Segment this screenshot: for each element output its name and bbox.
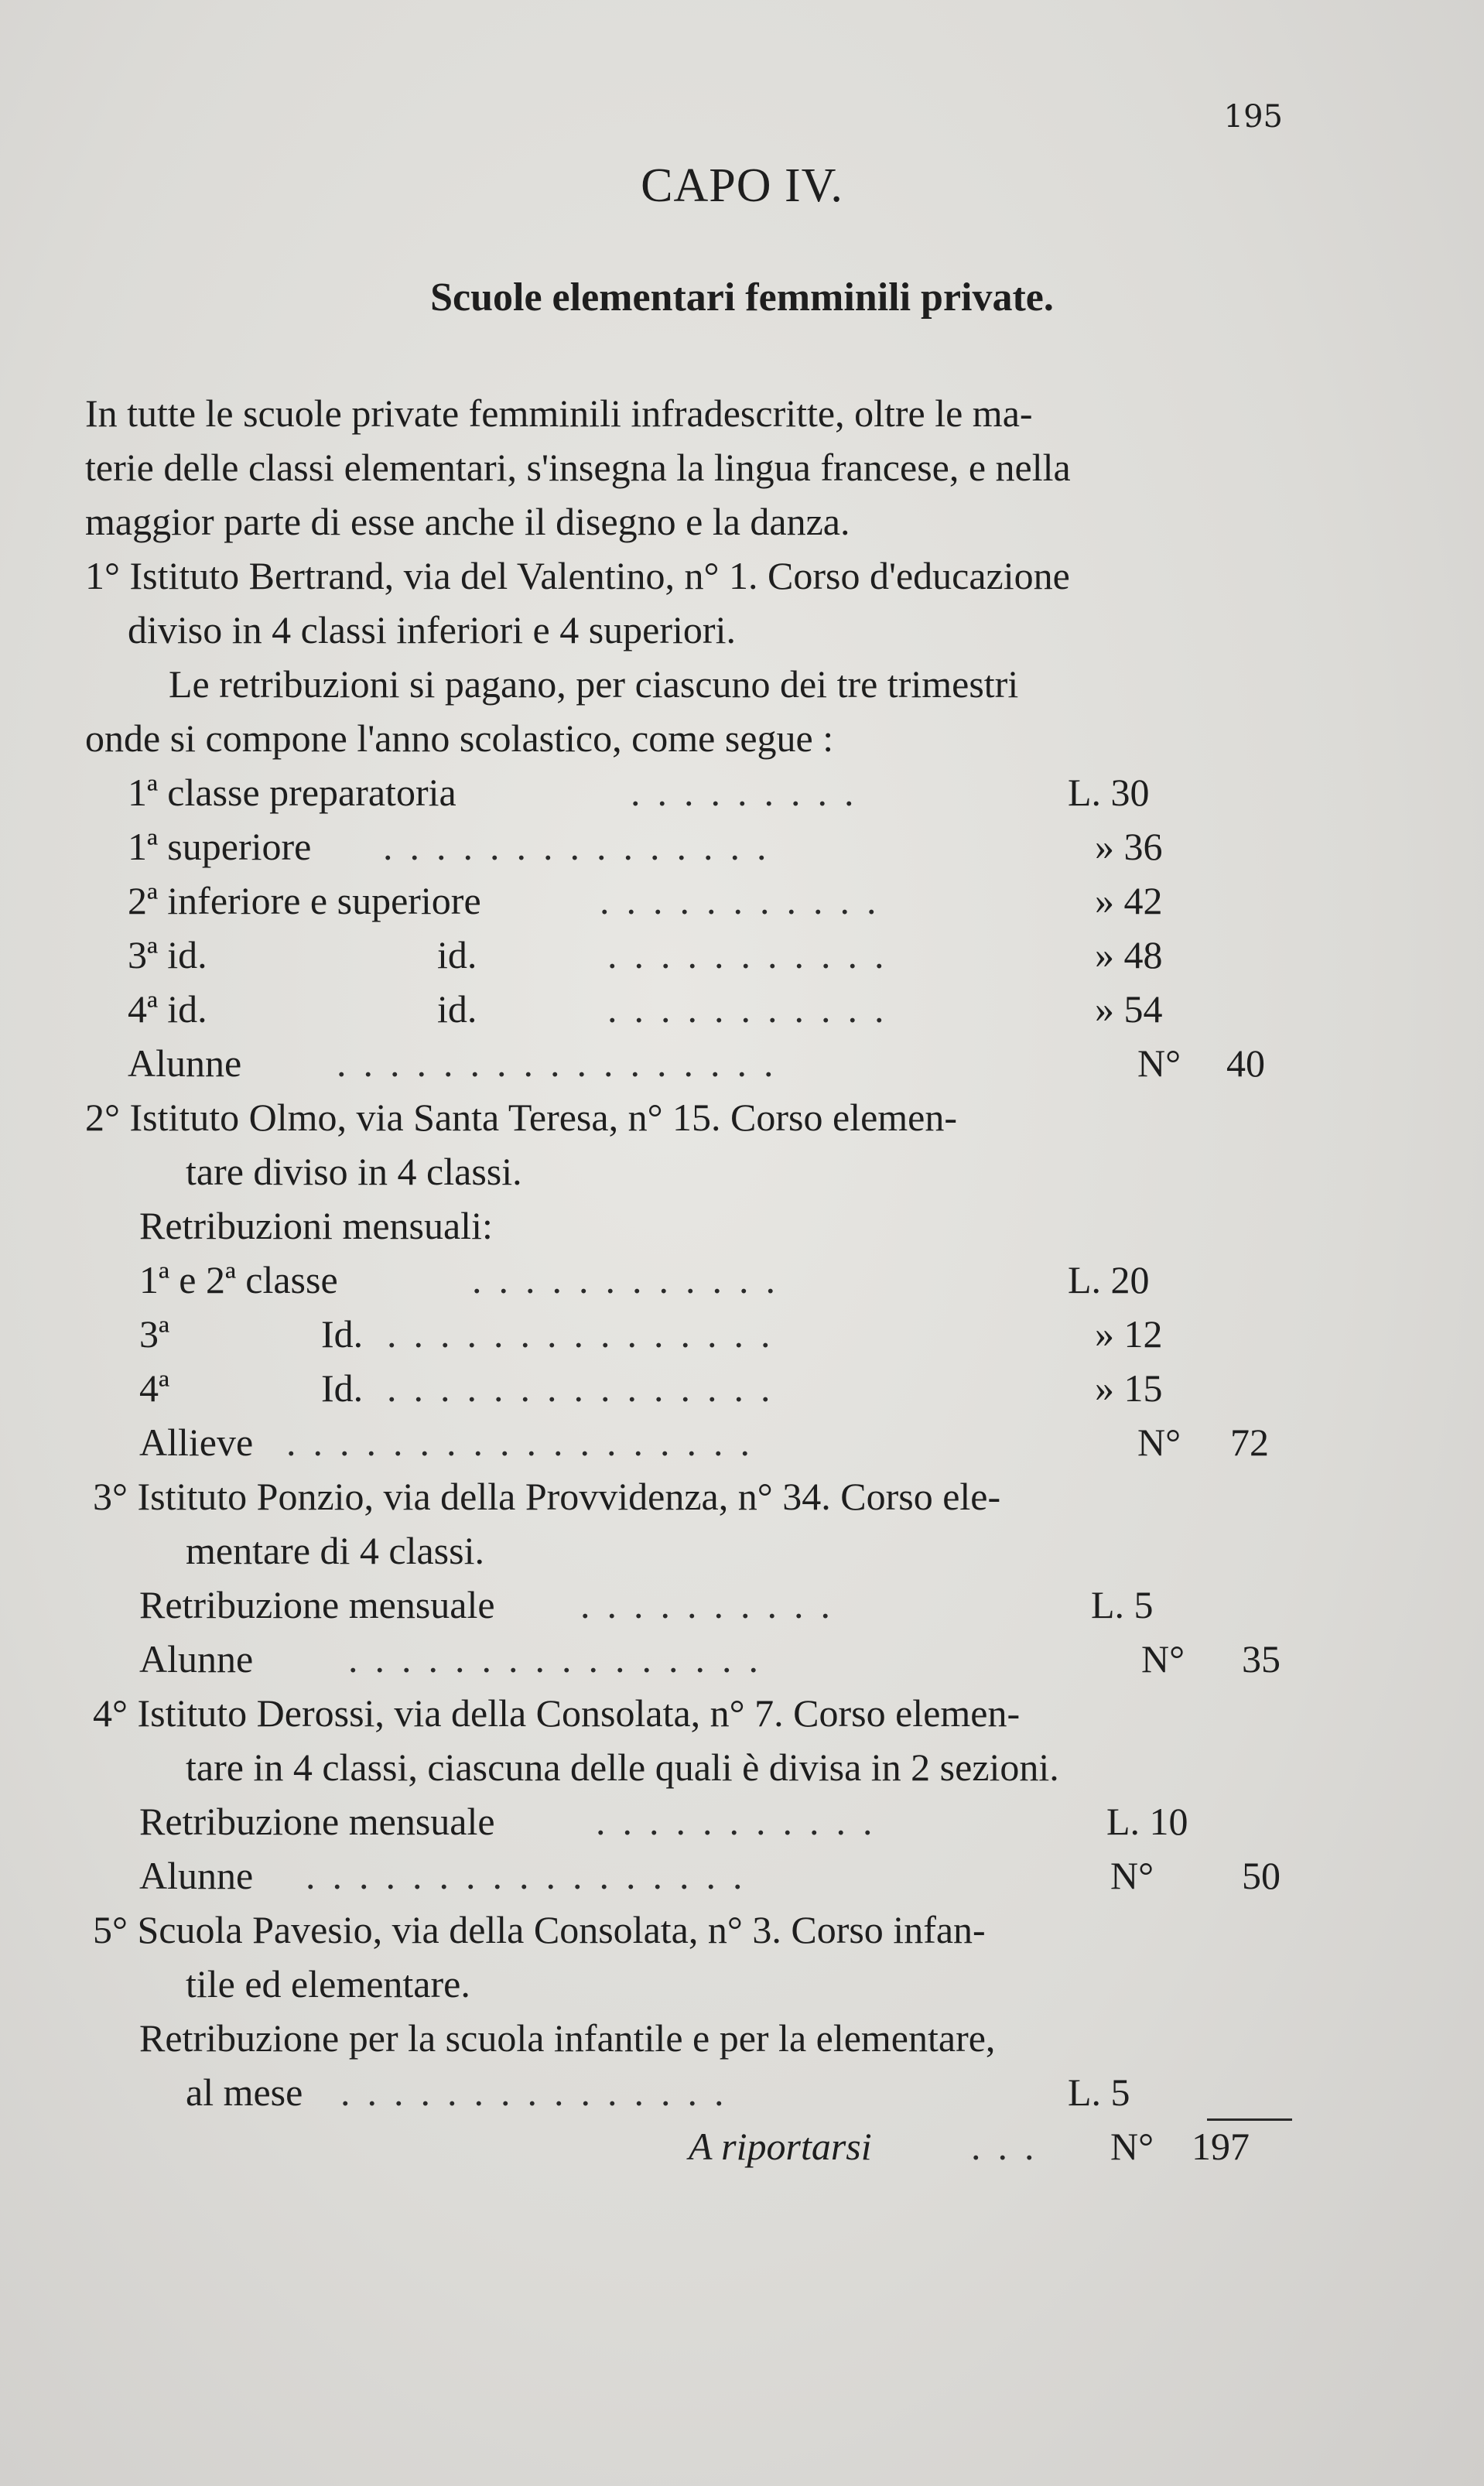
chapter-title: CAPO IV.: [641, 159, 843, 212]
fees-intro: Le retribuzioni si pagano, per ciascuno dei tre trimestri: [169, 662, 1019, 706]
institute-heading: 2° Istituto Olmo, via Santa Teresa, n° 15. Corso elemen-: [85, 1096, 958, 1139]
intro-line: In tutte le scuole private femminili infradescritte, oltre le ma-: [85, 392, 1033, 435]
fee-row: [139, 1366, 1284, 1417]
carry-label: A riportarsi: [689, 2125, 872, 2168]
institute-heading-cont: tare in 4 classi, ciascuna delle quali è divisa in 2 sezioni.: [186, 1746, 1059, 1789]
pupils-amount: N°: [1141, 1637, 1185, 1681]
pupils-amount: N°: [1110, 1854, 1154, 1897]
fee-row: [128, 824, 1273, 875]
fee-label: 3ª id.: [128, 933, 207, 976]
fee-row: [186, 2070, 1300, 2121]
leader-dots: .................: [337, 1041, 791, 1085]
fee-amount: » 15: [1095, 1366, 1163, 1410]
page-number: 195: [1223, 99, 1283, 135]
pupils-count: 50: [1242, 1854, 1281, 1897]
fee-label: 1ª e 2ª classe: [139, 1258, 338, 1301]
institute-heading-cont: tare diviso in 4 classi.: [186, 1150, 522, 1193]
fee-row: [139, 1799, 1284, 1850]
fee-label: 4ª: [139, 1366, 169, 1410]
institute-heading: 3° Istituto Ponzio, via della Provvidenza, n° 34. Corso ele-: [93, 1475, 1001, 1518]
leader-dots: ...............: [387, 1366, 788, 1410]
fee-amount: L. 10: [1106, 1800, 1188, 1843]
institute-heading-cont: tile ed elementare.: [186, 1962, 470, 2006]
leader-dots: ...............: [383, 825, 784, 868]
leader-dots: .................: [306, 1854, 760, 1897]
fee-row: [139, 1311, 1284, 1363]
fee-amount: » 12: [1095, 1312, 1163, 1356]
intro-line: terie delle classi elementari, s'insegna la lingua francese, e nella: [85, 446, 1071, 489]
fee-label: al mese: [186, 2071, 303, 2114]
carry-count: 197: [1192, 2125, 1250, 2168]
institute-heading-cont: mentare di 4 classi.: [186, 1529, 484, 1572]
pupils-count: 35: [1242, 1637, 1281, 1681]
leader-dots: ...........: [607, 933, 901, 976]
fee-row: [139, 1582, 1284, 1633]
leader-dots: .........: [631, 771, 871, 814]
fee-label: 1ª classe preparatoria: [128, 771, 456, 814]
fee-label: Retribuzione mensuale: [139, 1583, 495, 1626]
fee-col2: id.: [437, 987, 477, 1031]
fee-label: 4ª id.: [128, 987, 207, 1031]
institute-heading: 5° Scuola Pavesio, via della Consolata, n° 3. Corso infan-: [93, 1908, 986, 1951]
intro-line: maggior parte di esse anche il disegno e la danza.: [85, 500, 850, 543]
leader-dots: ............: [472, 1258, 792, 1301]
fee-col2: Id.: [321, 1312, 364, 1356]
leader-dots: ................: [348, 1637, 775, 1681]
leader-dots: ...........: [600, 879, 894, 922]
fee-label: Retribuzione mensuale: [139, 1800, 495, 1843]
pupils-count: 40: [1226, 1041, 1265, 1085]
carry-row: [689, 2124, 1308, 2175]
pupils-row: [139, 1853, 1315, 1904]
pupils-label: Allieve: [139, 1421, 254, 1464]
sum-rule: [1207, 2118, 1292, 2121]
fees-intro: onde si compone l'anno scolastico, come segue :: [85, 716, 834, 760]
fee-line: Retribuzione per la scuola infantile e per la elementare,: [139, 2016, 996, 2060]
leader-dots: ...: [971, 2125, 1051, 2168]
carry-amount: N°: [1110, 2125, 1154, 2168]
leader-dots: ..................: [286, 1421, 767, 1464]
fee-amount: » 48: [1095, 933, 1163, 976]
fee-amount: L. 30: [1068, 771, 1150, 814]
fee-label: 1ª superiore: [128, 825, 312, 868]
pupils-label: Alunne: [128, 1041, 242, 1085]
fee-label: 2ª inferiore e superiore: [128, 879, 481, 922]
leader-dots: ...............: [387, 1312, 788, 1356]
pupils-count: 72: [1230, 1421, 1269, 1464]
fee-row: [128, 932, 1273, 983]
fee-row: [128, 770, 1273, 821]
fee-label: 3ª: [139, 1312, 169, 1356]
pupils-amount: N°: [1137, 1041, 1181, 1085]
fee-row: [139, 1257, 1284, 1308]
fee-amount: L. 5: [1091, 1583, 1154, 1626]
institute-heading-cont: diviso in 4 classi inferiori e 4 superiori.: [128, 608, 736, 651]
section-title: Scuole elementari femminili private.: [430, 275, 1054, 320]
institute-heading: 4° Istituto Derossi, via della Consolata, n° 7. Corso elemen-: [93, 1691, 1021, 1735]
leader-dots: ...............: [340, 2071, 741, 2114]
pupils-row: [139, 1636, 1315, 1688]
fee-amount: » 36: [1095, 825, 1163, 868]
fee-amount: » 54: [1095, 987, 1163, 1031]
fee-amount: L. 5: [1068, 2071, 1130, 2114]
fee-row: [128, 987, 1273, 1038]
fee-col2: id.: [437, 933, 477, 976]
fee-col2: Id.: [321, 1366, 364, 1410]
leader-dots: ...........: [596, 1800, 890, 1843]
fee-amount: L. 20: [1068, 1258, 1150, 1301]
institute-heading: 1° Istituto Bertrand, via del Valentino, n° 1. Corso d'educazione: [85, 554, 1070, 597]
fees-label: Retribuzioni mensuali:: [139, 1204, 493, 1247]
fee-amount: » 42: [1095, 879, 1163, 922]
pupils-row: [139, 1420, 1315, 1471]
leader-dots: ..........: [580, 1583, 847, 1626]
pupils-amount: N°: [1137, 1421, 1181, 1464]
pupils-row: [128, 1041, 1288, 1092]
pupils-label: Alunne: [139, 1637, 254, 1681]
pupils-label: Alunne: [139, 1854, 254, 1897]
fee-row: [128, 878, 1273, 929]
leader-dots: ...........: [607, 987, 901, 1031]
